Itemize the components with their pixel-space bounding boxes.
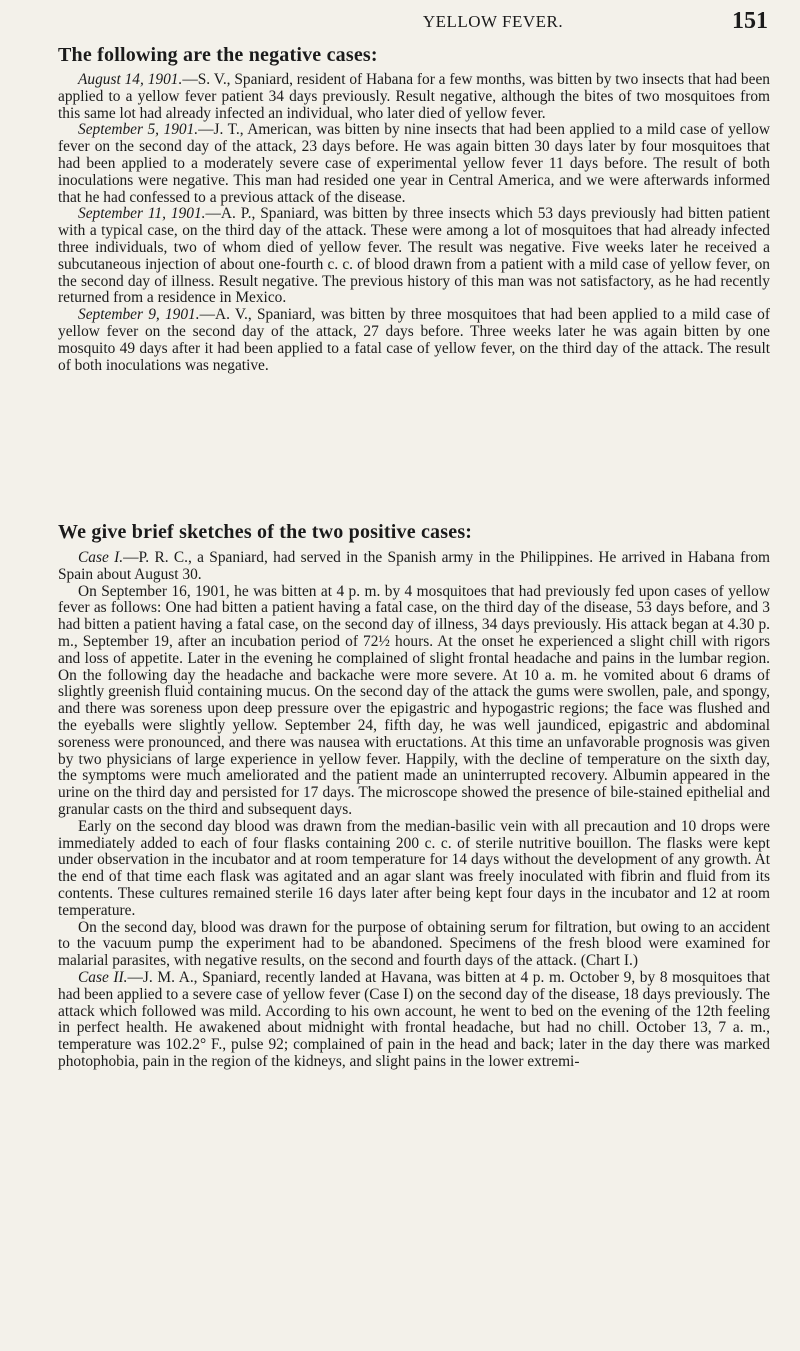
negative-cases-list [58,72,770,374]
case-two-paragraph [58,970,770,1071]
running-title: YELLOW FEVER. [422,12,564,31]
case-one-paragraph: On the second day, blood was drawn for the purpose of obtaining serum for filtration, but owing to an accident to the vacuum pump the experiment had to be abandoned. Specimens of the fresh blood were examined for malarial parasites, with negative results, on the second and fourth days of the attack. (Chart I.) [58,918,770,970]
running-head [308,8,768,40]
case-one-paragraph: On September 16, 1901, he was bitten at 4 p. m. by 4 mosquitoes that had previously fed upon cases of yellow fever as follows: One had bitten a patient having a fatal case, on the third day of the disease, 53 days before, and 3 had bitten a patient having a fatal case, on the second day of illness, 34 days previously. His attack began at 4.30 p. m., September 19, after an incubation period of 72½ hours. At the onset he experienced a slight chill with rigors and loss of appetite. Later in the evening he complained of slight frontal headache and pains in the lumbar region. On the following day the headache and backache were more severe. At 10 a. m. he vomited about 6 drams of slightly greenish fluid containing mucus. On the second day of the attack the gums were swollen, pale, and spongy, and there was soreness upon deep pressure over the epigastric and hypogastric regions; the face was flushed and the eyeballs were slightly yellow. September 24, fifth day, he was well jaundiced, epigastric and abdominal soreness were pronounced, and there was nausea with eructations. At this time an unfavorable prognosis was given by two physicians of large experience in yellow fever. Happily, with the decline of temperature on the sixth day, the symptoms were much ameliorated and the patient made an uninterrupted recovery. Albumin appeared in the urine on the third day and persisted for 17 days. The microscope showed the presence of bile-stained epithelial and granular casts on the third and subsequent days. [58,582,770,818]
case-label: Case II. [78,968,128,986]
negative-entry [58,72,770,122]
negative-entry [58,206,770,307]
case-text: —P. R. C., a Spaniard, had served in the Spanish army in the Philippines. He arrived in Habana from Spain about August 30. [58,549,770,583]
entry-date: September 5, 1901. [78,121,199,139]
entry-date: August 14, 1901. [78,71,183,88]
entry-text: —J. T., American, was bitten by nine insects that had been applied to a mild case of yellow fever on the second day of the attack, 23 days before. He was again bitten 30 days later by four mosquitoes that had been applied to a moderately severe case of experimental yellow fever 11 days before. The result of both inoculations were negative. This man had resided one year in Central America, and we were afterwards informed that he had confessed to a previous attack of the disease. [58,121,770,206]
negative-entry [58,307,770,374]
page-number: 151 [732,8,768,34]
entry-date: September 9, 1901. [78,306,200,324]
entry-text: —A. V., Spaniard, was bitten by three mosquitoes that had been applied to a mild case of yellow fever on the second day of the attack, 27 days before. Three weeks later he was again bitten by one mosquito 49 days after it had been applied to a fatal case of yellow fever, on the third day of the attack. The result of both inoculations was negative. [58,306,771,374]
entry-date: September 11, 1901. [78,205,206,223]
negative-entry [58,122,770,206]
case-one-intro [58,550,770,584]
case-label: Case I. [78,549,124,566]
positive-cases-body [58,550,770,1071]
entry-text: —A. P., Spaniard, was bitten by three insects which 53 days previously had bitten patient with a typical case, on the third day of the attack. These were among a lot of mosquitoes that had already infected three individuals, two of whom died of yellow fever. The result was negative. Five weeks later he received a subcutaneous injection of about one-fourth c. c. of blood drawn from a patient with a mild case of yellow fever, on the second day of illness. Result negative. The previous history of this man was not satisfactory, as he had recently returned from a residence in Mexico. [58,205,770,307]
case-text: —J. M. A., Spaniard, recently landed at Havana, was bitten at 4 p. m. October 9, by 8 mosquitoes that had been applied to a severe case of yellow fever (Case I) on the second day of the disease, 18 days previously. The attack which followed was mild. According to his own account, he went to bed on the evening of the 12th feeling in perfect health. He awakened about midnight with frontal headache, but had no chill. October 13, 7 a. m., temperature was 102.2° F., pulse 92; complained of pain in the head and back; later in the day there was marked photophobia, pain in the region of the kidneys, and slight pains in the lower extremi- [58,968,770,1070]
entry-text: —S. V., Spaniard, resident of Habana for a few months, was bitten by two insects that had been applied to a yellow fever patient 34 days previously. Result negative, although the bites of two mosquitoes from this same lot had already infected an individual, who later died of yellow fever. [58,71,770,122]
negative-cases-heading: The following are the negative cases: [58,44,378,66]
positive-cases-heading: We give brief sketches of the two positive cases: [58,521,473,543]
case-one-paragraph: Early on the second day blood was drawn from the median-basilic vein with all precaution and 10 drops were immediately added to each of four flasks containing 200 c. c. of sterile nutritive bouillon. The flasks were kept under observation in the incubator and at room temperature for 14 days without the development of any growth. At the end of that time each flask was agitated and an agar slant was freely inoculated with fibrin and fluid from its contents. These cultures remained sterile 16 days later after being kept four days in the incubator and 12 at room temperature. [58,817,770,919]
